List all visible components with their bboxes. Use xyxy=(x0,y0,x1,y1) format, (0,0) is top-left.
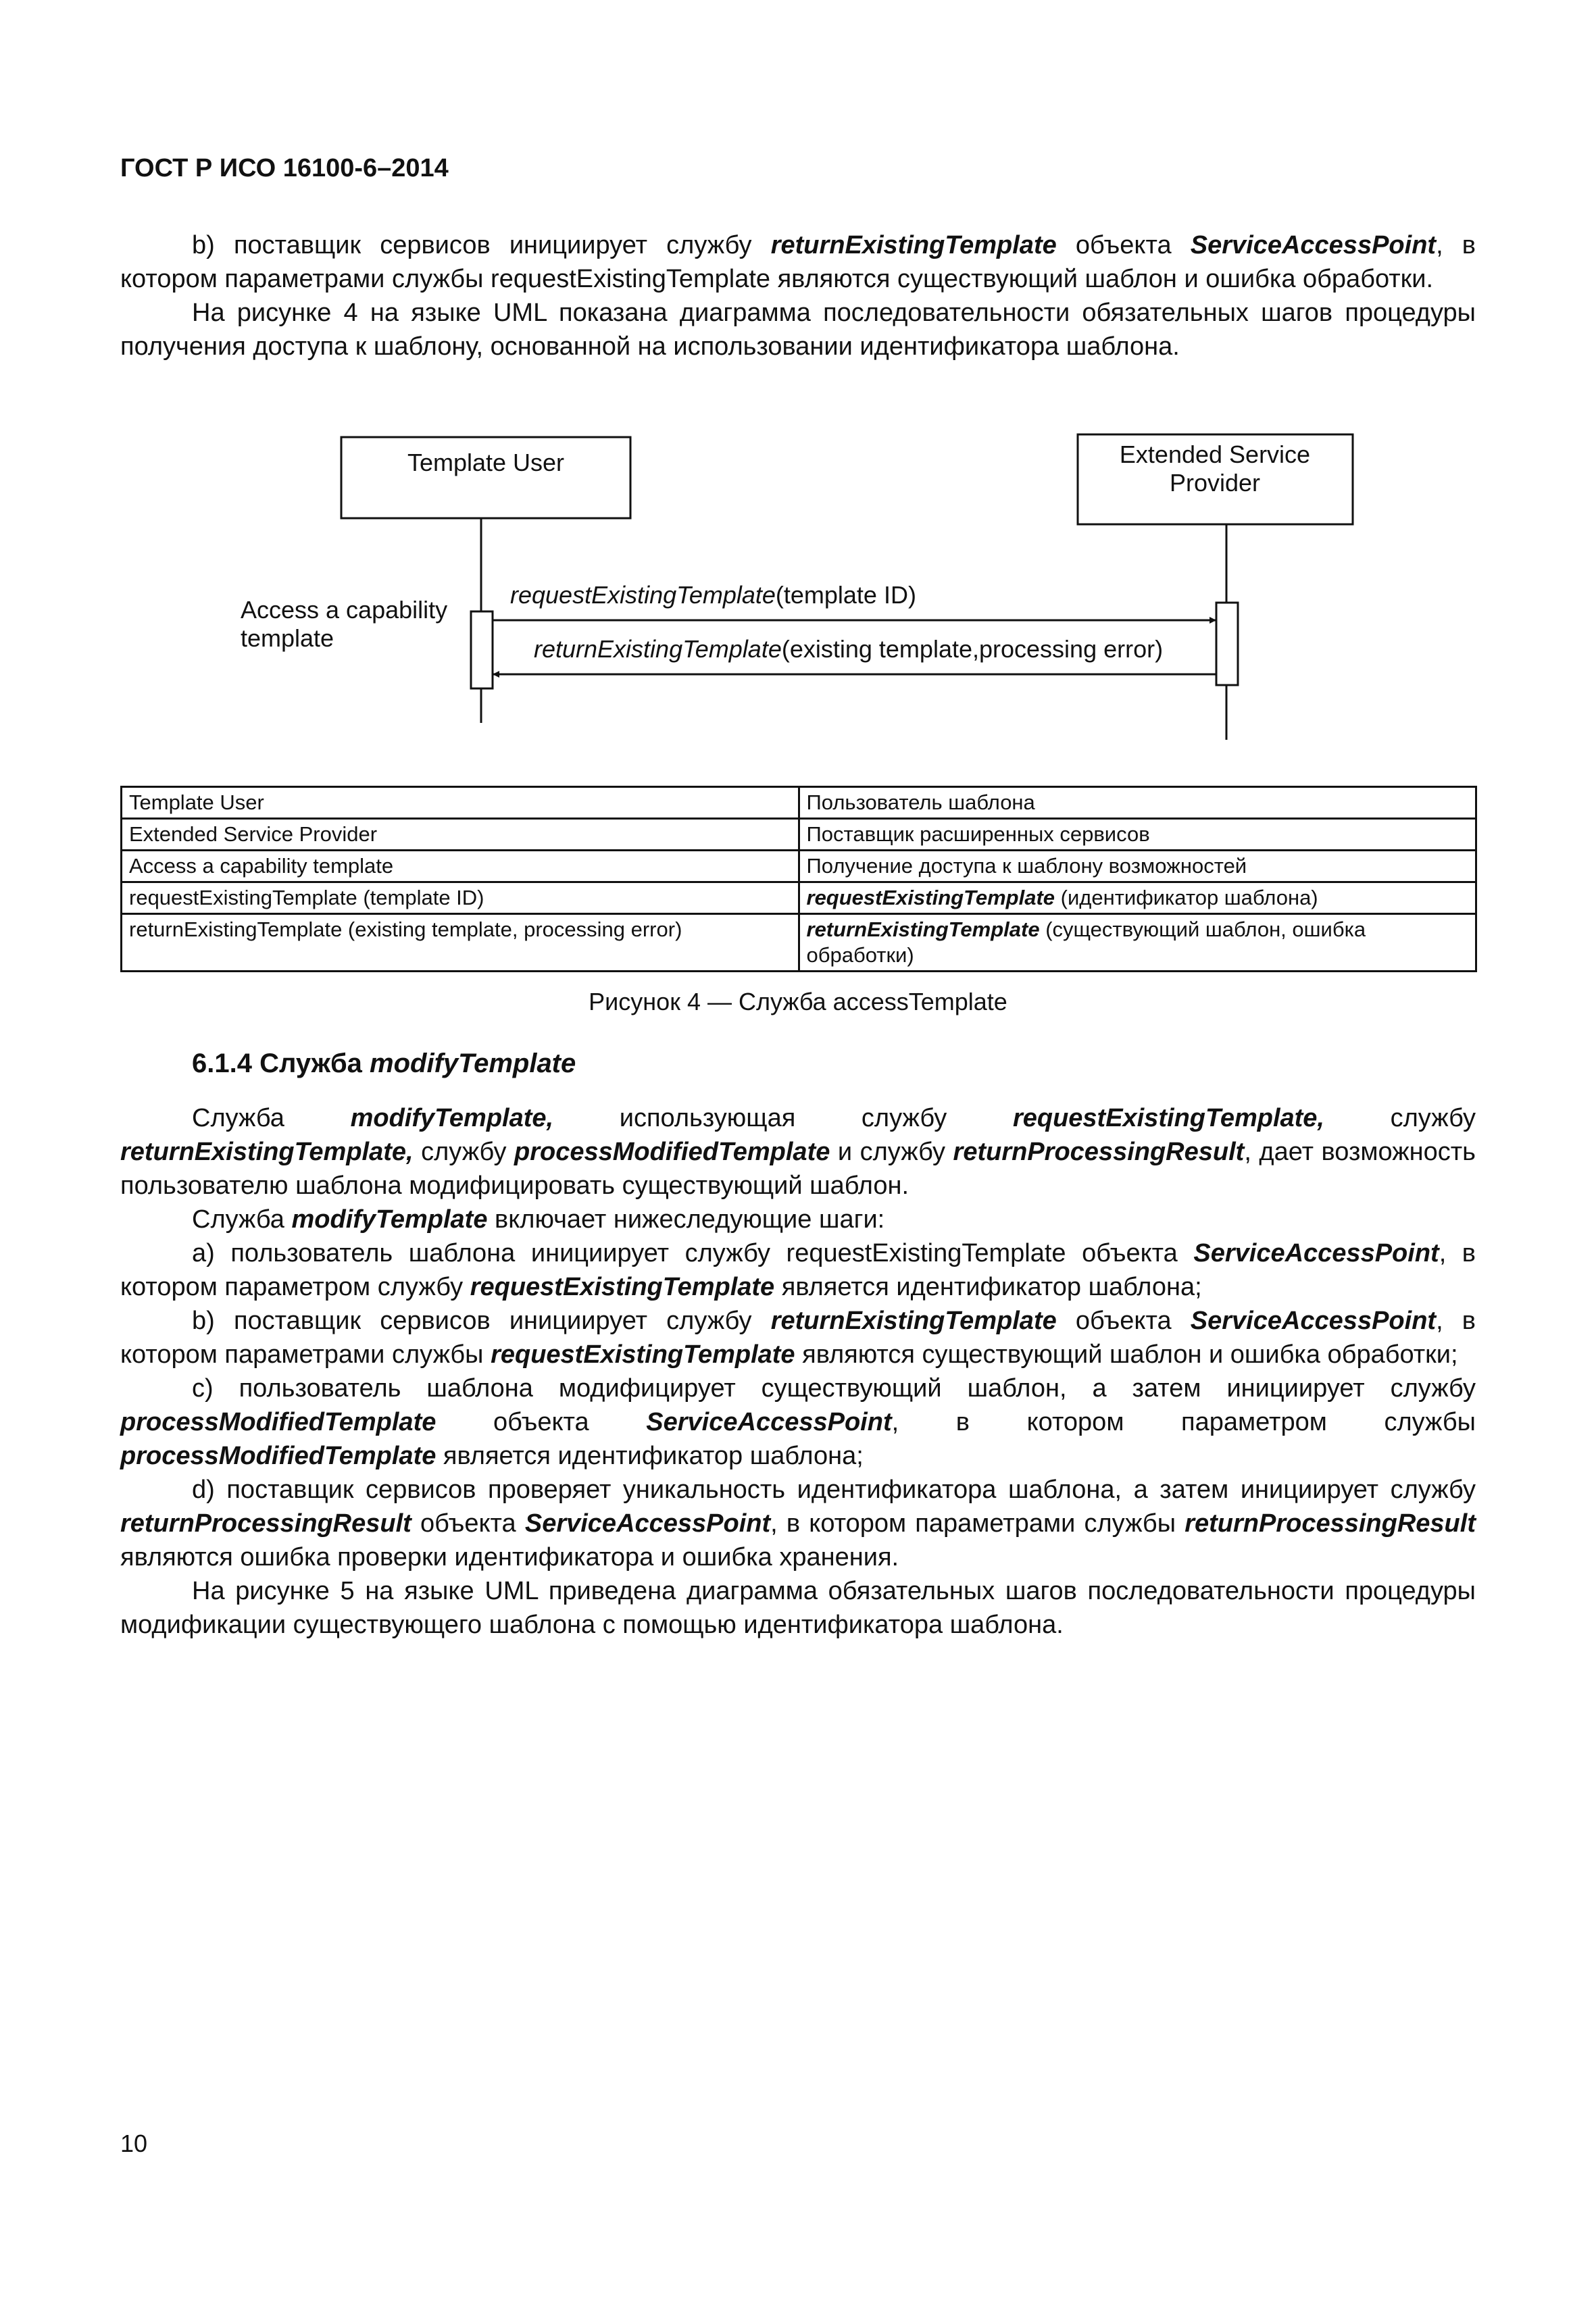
legend-ru-cell: requestExistingTemplate (идентификатор шаблона) xyxy=(799,882,1476,914)
text-block-top xyxy=(120,228,1476,363)
text-block-bottom xyxy=(120,1101,1476,1642)
table-row xyxy=(122,787,1476,819)
legend-ru-cell: Поставщик расширенных сервисов xyxy=(799,819,1476,851)
paragraph: Служба modifyTemplate включает нижеследующие шаги: xyxy=(192,1205,885,1234)
legend-en-cell: Extended Service Provider xyxy=(122,819,799,851)
legend-en-cell: Template User xyxy=(122,787,799,819)
paragraph: c) пользователь шаблона модифицирует существующий шаблон, а затем инициирует службу processModifiedTemplate объекта ServiceAccessPoint, в котором параметром службы processModifiedTemplate является идентификатор шаблона; xyxy=(120,1374,1476,1470)
service-provider-label-line1: Extended Service xyxy=(1119,441,1311,468)
note-line1: Access a capability xyxy=(241,596,448,624)
document-header: ГОСТ Р ИСО 16100-6–2014 xyxy=(120,154,449,182)
template-user-label: Template User xyxy=(407,449,565,476)
figure-caption: Рисунок 4 — Служба accessTemplate xyxy=(589,988,1007,1015)
page-number: 10 xyxy=(120,2130,148,2157)
paragraph: Служба modifyTemplate, использующая службу requestExistingTemplate, службу returnExistingTemplate, службу processModifiedTemplate и службу returnProcessingResult, дает возможность пользователю шаблона модифицировать существующий шаблон. xyxy=(120,1104,1476,1200)
paragraph: b) поставщик сервисов инициирует службу returnExistingTemplate объекта ServiceAccessPoint, в котором параметрами службы requestExistingTemplate являются существующий шаблон и ошибка обработки. xyxy=(120,231,1476,293)
legend-en-cell: requestExistingTemplate (template ID) xyxy=(122,882,799,914)
paragraph: На рисунке 5 на языке UML приведена диаграмма обязательных шагов последовательности процедуры модификации существующего шаблона с помощью идентификатора шаблона. xyxy=(120,1577,1476,1639)
table-row xyxy=(122,914,1476,972)
activation-template-user xyxy=(471,611,493,688)
legend-table xyxy=(120,786,1477,972)
activation-service-provider xyxy=(1216,603,1238,685)
legend-ru-cell: Пользователь шаблона xyxy=(799,787,1476,819)
legend-ru-cell: returnExistingTemplate (существующий шаблон, ошибка обработки) xyxy=(799,914,1476,972)
paragraph: а) пользователь шаблона инициирует службу requestExistingTemplate объекта ServiceAccessPoint, в котором параметром службу requestExistingTemplate является идентификатор шаблона; xyxy=(120,1239,1476,1301)
sequence-diagram xyxy=(230,429,1378,747)
message-return-label: returnExistingTemplate(existing template,processing error) xyxy=(534,635,1164,663)
paragraph: d) поставщик сервисов проверяет уникальность идентификатора шаблона, а затем инициирует службу returnProcessingResult объекта ServiceAccessPoint, в котором параметрами службы returnProcessingResult являются ошибка проверки идентификатора и ошибка хранения. xyxy=(120,1476,1476,1571)
note-line2: template xyxy=(241,624,334,652)
table-row xyxy=(122,819,1476,851)
table-row xyxy=(122,882,1476,914)
legend-en-cell: returnExistingTemplate (existing template, processing error) xyxy=(122,914,799,972)
service-provider-label-line2: Provider xyxy=(1169,469,1261,497)
legend-ru-cell: Получение доступа к шаблону возможностей xyxy=(799,851,1476,882)
paragraph: b) поставщик сервисов инициирует службу returnExistingTemplate объекта ServiceAccessPoint, в котором параметрами службы requestExistingTemplate являются существующий шаблон и ошибка обработки; xyxy=(120,1307,1476,1369)
legend-en-cell: Access a capability template xyxy=(122,851,799,882)
table-row xyxy=(122,851,1476,882)
paragraph: На рисунке 4 на языке UML показана диаграмма последовательности обязательных шагов процедуры получения доступа к шаблону, основанной на использовании идентификатора шаблона. xyxy=(120,299,1476,361)
message-request-label: requestExistingTemplate(template ID) xyxy=(510,581,916,609)
section-heading: 6.1.4 Служба modifyTemplate xyxy=(192,1049,576,1078)
